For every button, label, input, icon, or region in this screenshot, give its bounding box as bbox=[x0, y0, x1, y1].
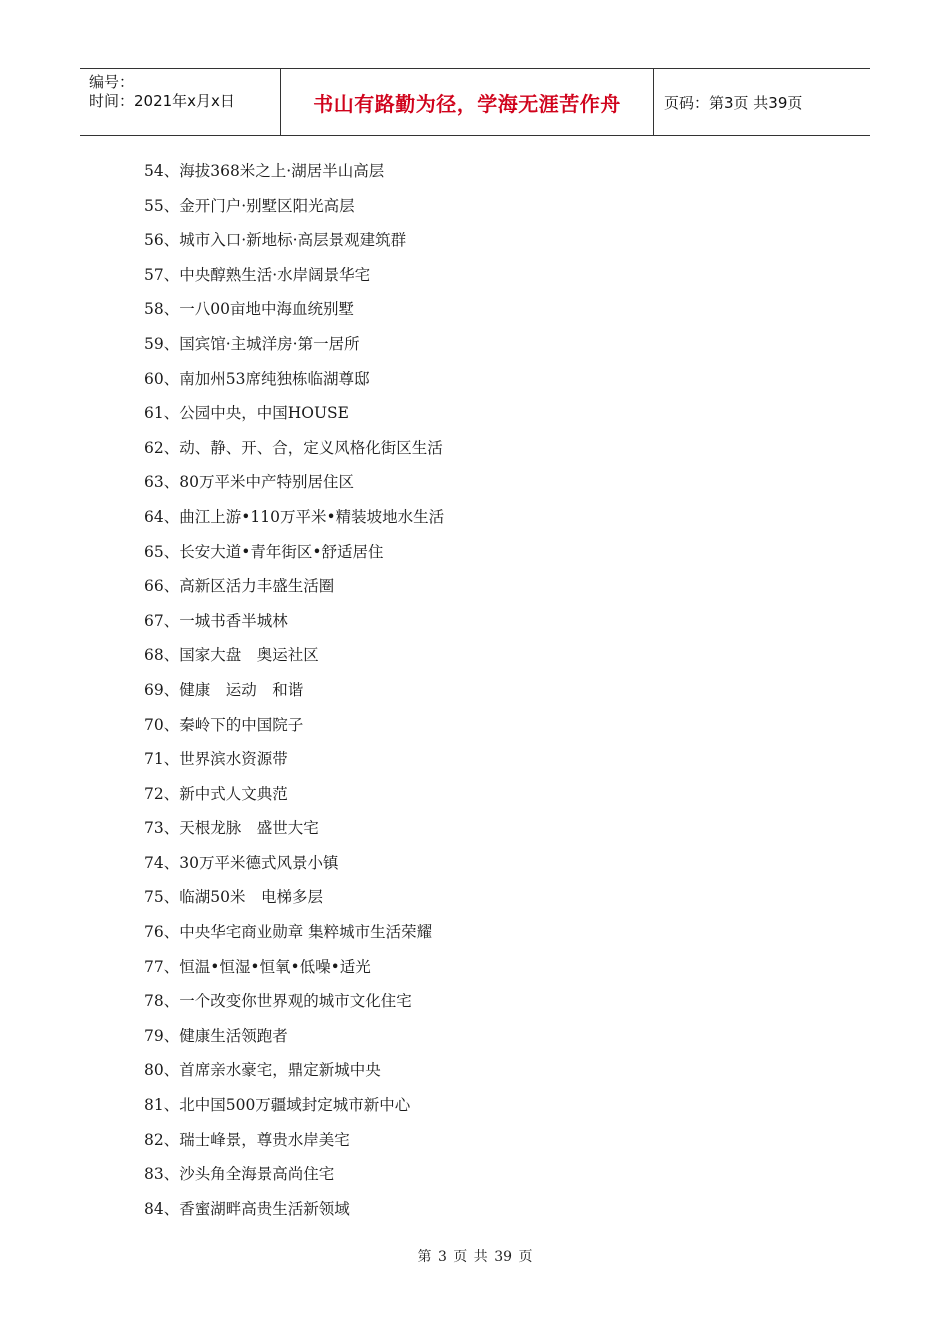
list-item: 82、瑞士峰景，尊贵水岸美宅 bbox=[144, 1130, 350, 1149]
list-item: 57、中央醇熟生活·水岸阔景华宅 bbox=[144, 265, 371, 284]
list-item: 70、秦岭下的中国院子 bbox=[144, 715, 304, 734]
list-item: 75、临湖50米 电梯多层 bbox=[144, 888, 323, 907]
list-item: 76、中央华宅商业勋章 集粹城市生活荣耀 bbox=[144, 923, 433, 942]
list-item: 79、健康生活领跑者 bbox=[144, 1026, 288, 1045]
list-item: 59、国宾馆·主城洋房·第一居所 bbox=[144, 334, 360, 353]
list-item: 66、高新区活力丰盛生活圈 bbox=[144, 577, 335, 596]
list-item: 61、公园中央，中国HOUSE bbox=[144, 404, 349, 423]
header-meta bbox=[80, 69, 281, 135]
slogan-list bbox=[144, 158, 444, 1230]
list-item: 65、长安大道•青年街区•舒适居住 bbox=[144, 542, 384, 561]
list-item: 64、曲江上游•110万平米•精装坡地水生活 bbox=[144, 507, 445, 526]
list-item: 55、金开门户·别墅区阳光高层 bbox=[144, 196, 355, 215]
list-item: 67、一城书香半城林 bbox=[144, 611, 288, 630]
list-item: 83、沙头角全海景高尚住宅 bbox=[144, 1165, 335, 1184]
list-item: 73、天根龙脉 盛世大宅 bbox=[144, 819, 319, 838]
list-item: 77、恒温•恒湿•恒氧•低噪•适光 bbox=[144, 957, 371, 976]
time-label: 时间：2021年x月x日 bbox=[89, 92, 235, 110]
list-item: 60、南加州53席纯独栋临湖尊邸 bbox=[144, 369, 370, 388]
list-item: 81、北中国500万疆域封定城市新中心 bbox=[144, 1096, 411, 1115]
list-item: 63、80万平米中产特别居住区 bbox=[144, 473, 354, 492]
header-page-info: 页码：第3页 共39页 bbox=[664, 93, 803, 112]
list-item: 56、城市入口·新地标·高层景观建筑群 bbox=[144, 231, 407, 250]
list-item: 72、新中式人文典范 bbox=[144, 784, 288, 803]
page-header bbox=[80, 68, 870, 136]
list-item: 69、健康 运动 和谐 bbox=[144, 680, 304, 699]
list-item: 71、世界滨水资源带 bbox=[144, 750, 288, 769]
list-item: 84、香蜜湖畔高贵生活新领域 bbox=[144, 1199, 350, 1218]
list-item: 74、30万平米德式风景小镇 bbox=[144, 853, 339, 872]
page-footer: 第 3 页 共 39 页 bbox=[417, 1249, 533, 1265]
list-item: 54、海拔368米之上·湖居半山高层 bbox=[144, 162, 385, 180]
list-item: 58、一八00亩地中海血统别墅 bbox=[144, 300, 354, 319]
list-item: 80、首席亲水豪宅，鼎定新城中央 bbox=[144, 1061, 381, 1080]
header-motto: 书山有路勤为径，学海无涯苦作舟 bbox=[281, 69, 654, 135]
number-label: 编号： bbox=[89, 73, 135, 91]
list-item: 68、国家大盘 奥运社区 bbox=[144, 646, 319, 665]
list-item: 62、动、静、开、合，定义风格化街区生活 bbox=[144, 438, 443, 457]
list-item: 78、一个改变你世界观的城市文化住宅 bbox=[144, 992, 412, 1011]
